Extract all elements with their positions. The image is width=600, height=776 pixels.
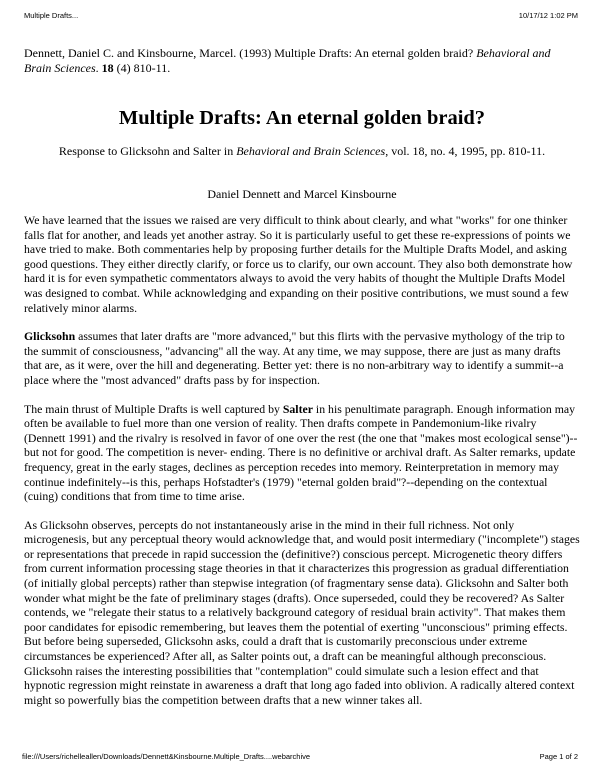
paragraph-3-name: Salter (282, 401, 313, 416)
citation-volume: 18 (101, 61, 114, 75)
paragraph-3-before: The main thrust of Multiple Drafts is well captured by (24, 401, 283, 416)
response-prefix: Response to Glicksohn and Salter in (58, 144, 237, 158)
response-suffix: , vol. 18, no. 4, 1995, pp. 810-11. (385, 144, 546, 158)
paragraph-2-name: Glicksohn (24, 329, 76, 344)
document-body (24, 46, 580, 707)
citation (24, 46, 580, 76)
print-footer-file-path: file:///Users/richelleallen/Downloads/Dennett&Kinsbourne.Multiple_Drafts....webarchive (22, 752, 311, 761)
article-authors: Daniel Dennett and Marcel Kinsbourne (207, 187, 397, 201)
paragraph-2 (24, 329, 580, 387)
paragraph-3-after: in his penultimate paragraph. Enough information may often be available to fuel more than one version of reality. Then drafts compete in Pandemonium-like rivalry (Dennett 1991) and the rivalry is resolved in favor of one over the rest (the one that "makes most ecological sense")--but not for good. The competition is never- ending. There is no definitive or archival draft. As Salter remarks, update frequency, great in the early stages, declines as perception recedes into memory. Reinterpretation in memory may continue indefinitely--is this, perhaps Hofstadter's (1979) "eternal golden braid"?--depending on the contextual (cuing) conditions that from time to time arise. (24, 401, 578, 504)
response-line (24, 144, 580, 159)
citation-journal-suffix: . (95, 61, 102, 75)
print-header-page-title: Multiple Drafts... (24, 11, 79, 20)
paragraph-2-text: assumes that later drafts are "more advanced," but this flirts with the pervasive mythology of the trip to the summit of consciousness, "advancing" all the way. At any time, we may suppose, there are just as many drafts that are, as it were, over the hill and degenerating. Better yet: there is no non-arbitrary way to identify a summit--a place where the "most advanced" drafts pass by for inspection. (24, 329, 565, 387)
response-journal: Behavioral and Brain Sciences (236, 144, 386, 158)
print-header-datetime: 10/17/12 1:02 PM (518, 11, 578, 20)
citation-authors-year: Dennett, Daniel C. and Kinsbourne, Marcel. (1993) Multiple Drafts: An eternal golden braid? (24, 46, 477, 60)
citation-journal: Behavioral and Brain Sciences (24, 46, 551, 75)
paragraph-1: We have learned that the issues we raised are very difficult to think about clearly, and what "works" for one thinker falls flat for another, and leads yet another astray. So it is particularly useful to get these re-expressions of points we have tried to make. Both commentaries help by proposing further details for the Multiple Drafts Model, and asking good questions. They either directly clarify, or force us to clarify, our own account. They also both demonstrate how hard it is for even sympathetic commentators always to avoid the very habits of thought the Multiple Drafts Model was designed to combat. While acknowledging and expanding on their positive contributions, we must sound a few relatively minor alarms. (24, 213, 573, 315)
print-footer-page-number: Page 1 of 2 (539, 752, 578, 761)
paragraph-3 (24, 402, 580, 504)
paragraph-4: As Glicksohn observes, percepts do not instantaneously arise in the mind in their full richness. Not only microgenesis, but any perceptual theory would acknowledge that, and would posit intermediary ("incomplete") stages or representations that precede in rapid succession the (definitive?) conscious percept. Microgenetic theory differs from current information processing stage theories in that it characterizes this progression as gradual differentiation (of initially global percepts) rather than stepwise integration (of fragmentary sense data). Glicksohn and Salter both wonder what might be the fate of preliminary stages (drafts). Once superseded, could they be recovered? As Salter contends, we "relegate their status to a relatively background category of residual brain activity". That makes them poor candidates for episodic remembering, but leaves them the potential of exerting "unconscious" priming effects. But before being superseded, Glicksohn asks, could a draft that is customarily preconscious under extreme circumstances be experienced? After all, as Salter points out, a draft can be meaningful although preconscious. Glicksohn raises the interesting possibilities that "contemplation" could simulate such a lesion effect and that hypnotic regression might reinstate in awareness a draft that long ago faded into oblivion. A radically altered context might so powerfully bias the competition between drafts that a new winner takes all. (24, 517, 580, 707)
citation-issue-pages: (4) 810-11. (113, 61, 171, 75)
article-title: Multiple Drafts: An eternal golden braid? (118, 107, 486, 129)
